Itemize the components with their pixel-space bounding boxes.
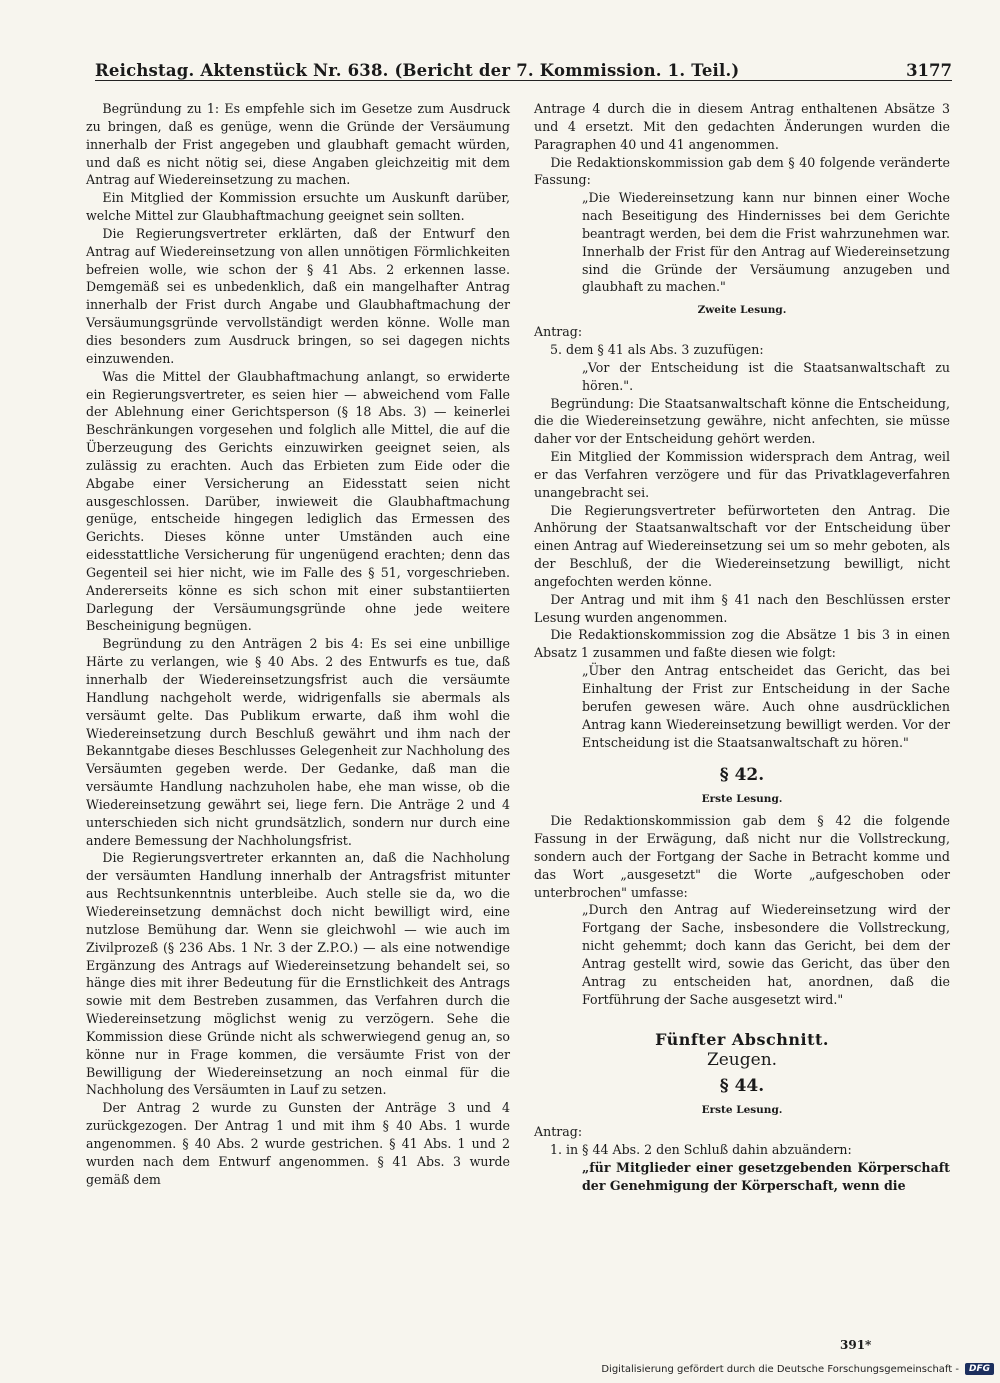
paragraph: Ein Mitglied der Kommission widersprach dem Antrag, weil er das Verfahren verzögere und für das Privatklageverfahren unangebracht sei. bbox=[534, 449, 950, 500]
paragraph: Die Regierungsvertreter erkannten an, daß die Nachholung der versäumten Handlung innerhalb der Antragsfrist mitunter aus Rechtsunkenntnis unterbleibe. Auch stelle sie da, wo die Wiedereinsetzung demnächst doch nicht bewilligt wird, eine nutzlose Bemühung dar. Wenn sie gleichwohl — wie auch im Zivilprozeß (§ 236 Abs. 1 Nr. 3 der Z.P.O.) — als eine notwendige Ergänzung des Antrags auf Wiedereinsetzung behandelt sei, so hänge dies mit ihrer Bedeutung für die Ernstlichkeit des Antrags sowie mit dem Bestreben zusammen, das Verfahren durch die Wiedereinsetzung möglichst wenig zu verzögern. Sehe die Kommission diese Gründe nicht als schwerwiegend genug an, so könne nur in Frage kommen, die versäumte Frist von der Bewilligung der Wiedereinsetzung an noch einmal für die Nachholung des Versäumten in Lauf zu setzen. bbox=[86, 850, 510, 1098]
paragraph: Die Regierungsvertreter erklärten, daß der Entwurf den Antrag auf Wiedereinsetzung von allen unnötigen Förmlichkeiten befreien wolle, wie schon der § 41 Abs. 2 erkennen lasse. Demgemäß sei es unbedenklich, daß ein mangelhafter Antrag innerhalb der Frist durch Angabe und Glaubhaftmachung der Versäumungsgründe vervollständigt werden könne. Wolle man dies besonders zum Ausdruck bringen, so sei dagegen nichts einzuwenden. bbox=[86, 225, 510, 366]
chapter-heading: Fünfter Abschnitt. bbox=[655, 1029, 829, 1049]
chapter-subtitle: Zeugen. bbox=[706, 1050, 778, 1071]
paragraph: Ein Mitglied der Kommission ersuchte um Auskunft darüber, welche Mittel zur Glaubhaftmachung geeignet sein sollten. bbox=[86, 190, 510, 224]
motion-item: 1. in § 44 Abs. 2 den Schluß dahin abzuändern: bbox=[550, 1141, 852, 1157]
section-heading: § 44. bbox=[719, 1076, 765, 1097]
page-number: 3177 bbox=[906, 61, 952, 80]
paragraph: Begründung zu 1: Es empfehle sich im Gesetze zum Ausdruck zu bringen, daß es genüge, wenn die Gründe der Versäumung innerhalb der Frist angegeben und glaubhaft gemacht würden, und daß es nicht nötig sei, diese Angaben gleichzeitig mit dem Antrag auf Wiedereinsetzung zu machen. bbox=[86, 101, 510, 188]
motion-item: 5. dem § 41 als Abs. 3 zuzufügen: bbox=[550, 341, 764, 357]
paragraph: Die Regierungsvertreter befürworteten den Antrag. Die Anhörung der Staatsanwaltschaft vor der Entscheidung über einen Antrag auf Wiedereinsetzung sei um so mehr geboten, als der Beschluß, der die Wiedereinsetzung bewilligt, nicht angefochten werden könne. bbox=[534, 502, 950, 589]
paragraph: Der Antrag und mit ihm § 41 nach den Beschlüssen erster Lesung wurden angenommen. bbox=[534, 591, 950, 625]
section-heading: § 42. bbox=[719, 765, 765, 786]
quote-block: „für Mitglieder einer gesetzgebenden Körperschaft der Genehmigung der Körperschaft, wenn die bbox=[582, 1159, 950, 1193]
paragraph: Die Redaktionskommission gab dem § 42 die folgende Fassung in der Erwägung, daß nicht nur die Vollstreckung, sondern auch der Fortgang der Sache in Betracht komme und das Wort „ausgesetzt" die Worte „aufgeschoben oder unterbrochen" umfasse: bbox=[534, 813, 950, 900]
page-header bbox=[95, 56, 952, 81]
paragraph: Der Antrag 2 wurde zu Gunsten der Anträge 3 und 4 zurückgezogen. Der Antrag 1 und mit ihm § 40 Abs. 1 wurde angenommen. § 40 Abs. 2 wurde gestrichen. § 41 Abs. 1 und 2 wurden nach dem Entwurf angenommen. § 41 Abs. 3 wurde gemäß dem bbox=[86, 1100, 510, 1187]
motion-label: Antrag: bbox=[534, 324, 583, 340]
header-title: Reichstag. Aktenstück Nr. 638. (Bericht der 7. Kommission. 1. Teil.) bbox=[95, 61, 740, 80]
paragraph: Antrage 4 durch die in diesem Antrag enthaltenen Absätze 3 und 4 ersetzt. Mit den gedachten Änderungen wurden die Paragraphen 40 und 41 angenommen. bbox=[534, 101, 950, 152]
quote-block: „Die Wiedereinsetzung kann nur binnen einer Woche nach Beseitigung des Hindernisses bei dem Gerichte beantragt werden, bei dem die Frist wahrzunehmen war. Innerhalb der Frist für den Antrag auf Wiedereinsetzung sind die Gründe der Versäumung anzugeben und glaubhaft zu machen." bbox=[582, 190, 950, 295]
dfg-logo: DFG bbox=[965, 1363, 994, 1375]
quote-block: „Durch den Antrag auf Wiedereinsetzung wird der Fortgang der Sache, insbesondere die Vollstreckung, nicht gehemmt; doch kann das Gericht, bei dem der Antrag gestellt wird, sowie das Gericht, das über den Antrag zu entscheiden hat, anordnen, daß die Fortführung der Sache ausgesetzt wird." bbox=[582, 902, 950, 1007]
right-column bbox=[534, 100, 950, 1194]
paragraph: Die Redaktionskommission zog die Absätze 1 bis 3 in einen Absatz 1 zusammen und faßte diesen wie folgt: bbox=[534, 627, 950, 661]
quote-block: „Vor der Entscheidung ist die Staatsanwaltschaft zu hören.". bbox=[582, 359, 950, 393]
quote-block: „Über den Antrag entscheidet das Gericht, das bei Einhaltung der Frist zur Entscheidung in der Sache berufen gewesen wäre. Auch ohne ausdrücklichen Antrag kann Wiedereinsetzung bewilligt werden. Vor der Entscheidung ist die Staatsanwaltschaft zu hören." bbox=[582, 663, 950, 750]
paragraph: Begründung zu den Anträgen 2 bis 4: Es sei eine unbillige Härte zu verlangen, wie § 40 Abs. 2 des Entwurfs es tue, daß innerhalb der Wiedereinsetzungsfrist auch die versäumte Handlung nachgeholt werde, widrigenfalls sie abermals als versäumt gelte. Das Publikum erwarte, daß ihm wohl die Wiedereinsetzung durch Beschluß gewährt und ihm nach der Bekanntgabe dieses Beschlusses Gelegenheit zur Nachholung des Versäumten gegeben werde. Der Gedanke, daß man die versäumte Handlung nachzuholen habe, ehe man wisse, ob die Wiedereinsetzung gewährt sei, liege fern. Die Anträge 2 und 4 unterschieden sich nicht grundsätzlich, sondern nur durch eine andere Bemessung der Nachholungsfrist. bbox=[86, 636, 510, 848]
paragraph: Was die Mittel der Glaubhaftmachung anlangt, so erwiderte ein Regierungsvertreter, es seien hier — abweichend vom Falle der Ablehnung einer Gerichtsperson (§ 18 Abs. 3) — keinerlei Beschränkungen vorgesehen und folglich alle Mittel, die auf die Überzeugung des Gerichts einzuwirken geeignet seien, als zulässig zu erachten. Auch das Erbieten zum Eide oder die Abgabe einer Versicherung an Eidesstatt seien nicht ausgeschlossen. Darüber, inwieweit die Glaubhaftmachung genüge, entscheide hingegen lediglich das Ermessen des Gerichts. Dieses könne unter Umständen auch eine eidesstattliche Versicherung für ungenügend erachten; denn das Gegenteil sei hier nicht, wie im Falle des § 51, vorgeschrieben. Andererseits könne es sich schon mit einer substantiierten Darlegung der Versäumungsgründe ohne jede weitere Bescheinigung begnügen. bbox=[86, 368, 510, 634]
reading-heading: Zweite Lesung. bbox=[697, 304, 787, 317]
paragraph: Begründung: Die Staatsanwaltschaft könne die Entscheidung, die die Wiedereinsetzung gewähre, nicht anfechten, sie müsse daher vor der Entscheidung gehört werden. bbox=[534, 395, 950, 447]
footer-text: Digitalisierung gefördert durch die Deutsche Forschungsgemeinschaft - bbox=[601, 1363, 959, 1375]
reading-heading: Erste Lesung. bbox=[701, 1104, 783, 1117]
paragraph: Die Redaktionskommission gab dem § 40 folgende veränderte Fassung: bbox=[534, 154, 950, 188]
sheet-signature: 391* bbox=[840, 1338, 872, 1352]
left-column bbox=[86, 100, 510, 1188]
reading-heading: Erste Lesung. bbox=[701, 793, 783, 806]
motion-label: Antrag: bbox=[534, 1124, 583, 1140]
digitization-footer bbox=[601, 1363, 994, 1375]
